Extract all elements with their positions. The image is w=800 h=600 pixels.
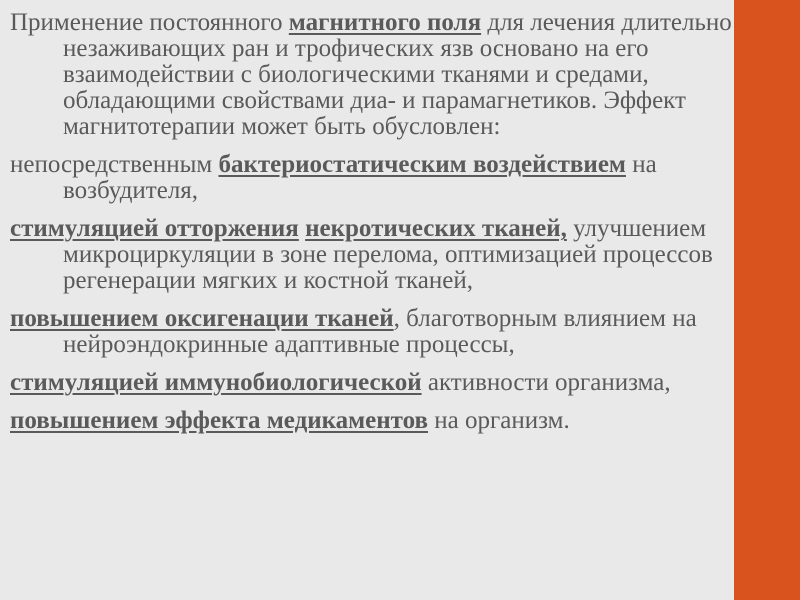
paragraph-necrotic-rejection [10,216,775,294]
highlighted-term: некротических тканей, [305,215,567,242]
paragraph-medication-effect [10,408,775,434]
highlighted-term: стимуляцией иммунобиологической [10,369,422,396]
highlighted-term: бактериостатическим воздействием [218,151,626,178]
text-segment: активности организма, [421,369,671,396]
highlighted-term: повышением оксигенации тканей [10,305,394,332]
text-segment: непосредственным [10,151,219,178]
text-segment: Применение постоянного [10,9,289,36]
text-segment: , благотворным влиянием на нейроэндокринные адаптивные процессы, [63,305,697,358]
paragraph-intro [10,10,775,140]
paragraph-immunobiological [10,370,775,396]
text-segment: на организм. [428,407,570,434]
highlighted-term: магнитного поля [288,9,482,36]
paragraph-bacteriostatic [10,152,775,204]
highlighted-term: повышением эффекта медикаментов [10,407,429,434]
text-segment: для лечения длительно незаживающих ран и трофических язв основано на его взаимодействии с биологическими тканями и средами, обладающими свойствами диа- и парамагнетиков. Эффект магнитотерапии может быть обусловлен: [63,9,732,140]
paragraph-oxygenation [10,306,775,358]
highlighted-term: стимуляцией отторжения [10,215,299,242]
text-segment: улучшением микроциркуляции в зоне перелома, оптимизацией процессов регенерации мягких и костной тканей, [63,215,713,294]
slide-text-body [10,10,775,434]
text-segment: на возбудителя, [63,151,657,204]
